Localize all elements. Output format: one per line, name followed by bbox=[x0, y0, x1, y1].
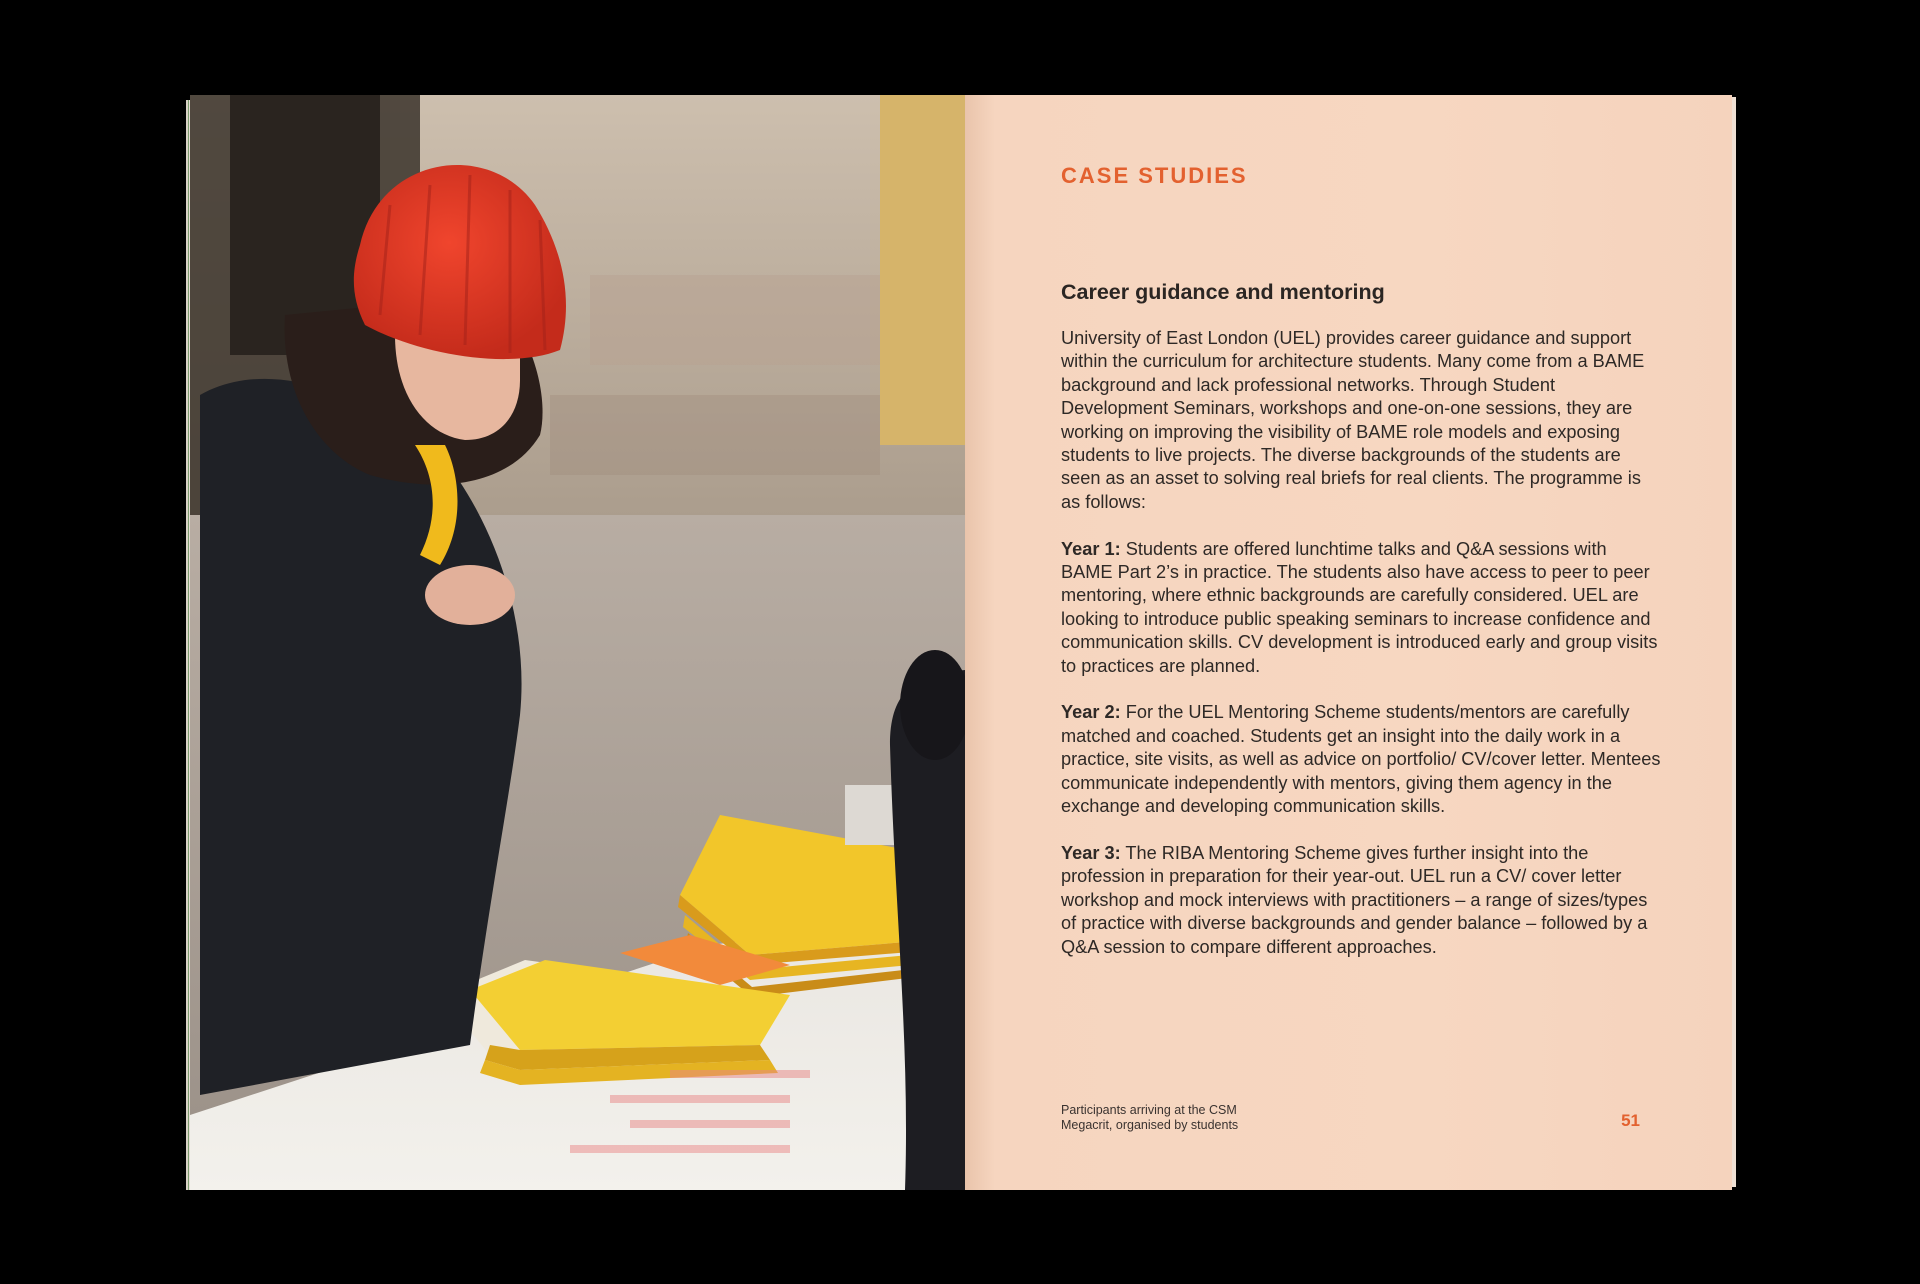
yellow-door bbox=[880, 95, 965, 445]
page-number: 51 bbox=[1621, 1111, 1640, 1130]
article-body bbox=[1061, 327, 1661, 982]
article-heading: Career guidance and mentoring bbox=[1061, 280, 1385, 304]
year-1-paragraph bbox=[1061, 538, 1661, 678]
year-3-paragraph bbox=[1061, 842, 1661, 959]
year-2-text: For the UEL Mentoring Scheme students/mentors are carefully matched and coached. Students get an insight into the daily work in a practice, site visits, as well as advice on portfolio/ CV/cover letter. Mentees communicate independently with mentors, giving them agency in the exchange and developing communication skills. bbox=[1061, 702, 1661, 817]
page-edge-right bbox=[1732, 97, 1736, 1187]
wall-base bbox=[550, 395, 880, 475]
year-3-text: The RIBA Mentoring Scheme gives further insight into the profession in preparation for their year-out. UEL run a CV/ cover letter workshop and mock interviews with practitioners – a range of sizes/types of practice with diverse backgrounds and gender balance – followed by a Q&A session to compare different approaches. bbox=[1061, 842, 1648, 957]
year-2-paragraph bbox=[1061, 701, 1661, 818]
year-1-text: Students are offered lunchtime talks and Q&A sessions with BAME Part 2’s in practice. The students also have access to peer to peer mentoring, where ethnic backgrounds are carefully considered. UEL are looking to introduce public speaking seminars to increase confidence and communication skills. CV development is introduced early and group visits to practices are planned. bbox=[1061, 538, 1658, 676]
text-page bbox=[965, 95, 1732, 1190]
year-3-label: Year 3: bbox=[1061, 842, 1121, 863]
section-label: CASE STUDIES bbox=[1061, 163, 1248, 188]
intro-paragraph: University of East London (UEL) provides career guidance and support within the curriculum for architecture students. Many come from a BAME background and lack professional networks. Through Student Development Seminars, workshops and one-on-one sessions, they are working on improving the visibility of BAME role models and exposing students to live projects. The diverse backgrounds of the students are seen as an asset to solving real briefs for real clients. The programme is as follows: bbox=[1061, 328, 1645, 512]
photograph-illustration bbox=[190, 95, 965, 1190]
photo-page bbox=[190, 95, 965, 1190]
year-1-label: Year 1: bbox=[1061, 538, 1121, 559]
person-hand bbox=[425, 565, 515, 625]
year-2-label: Year 2: bbox=[1061, 702, 1121, 723]
caption-line-1: Participants arriving at the CSM bbox=[1061, 1103, 1237, 1117]
caption-line-2: Megacrit, organised by students bbox=[1061, 1118, 1239, 1132]
photo-caption bbox=[1061, 1103, 1321, 1133]
wall-patch bbox=[590, 275, 880, 365]
